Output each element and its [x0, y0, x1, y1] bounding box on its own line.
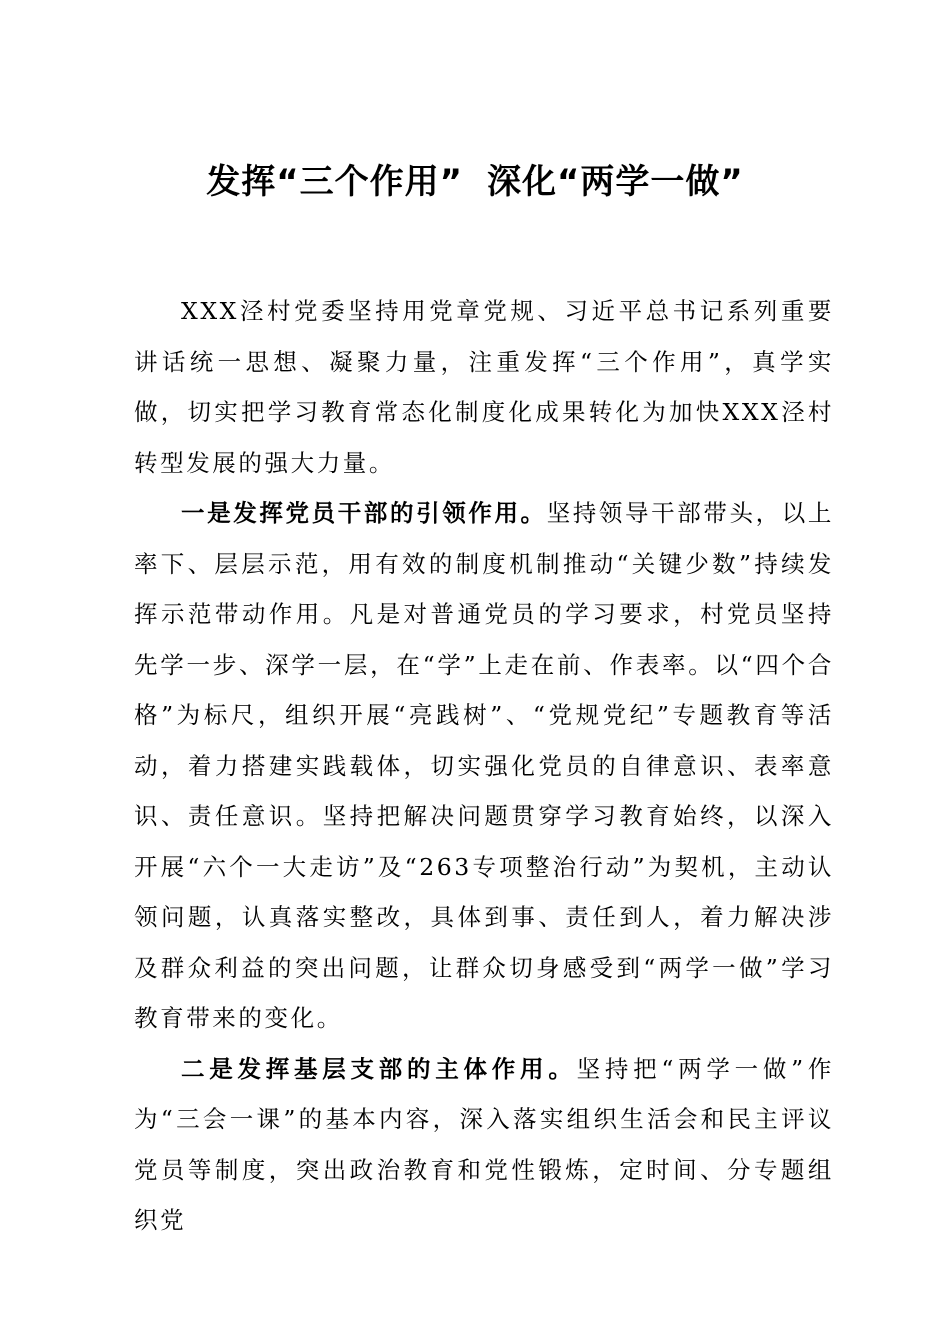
title-part-1: 发挥“三个作用” — [206, 162, 463, 202]
paragraph-point-1-heading: 一是发挥党员干部的引领作用。 — [181, 499, 547, 527]
document-body — [134, 286, 834, 1246]
paragraph-point-1-text: 坚持领导干部带头，以上率下、层层示范，用有效的制度机制推动“关键少数”持续发挥示范带动作用。凡是对普通党员的学习要求，村党员坚持先学一步、深学一层，在“学”上走在前、作表率。以“四个合格”为标尺，组织开展“亮践树”、“党规党纪”专题教育等活动，着力搭建实践载体，切实强化党员的自律意识、表率意识、责任意识。坚持把解决问题贯穿学习教育始终，以深入开展“六个一大走访”及“263专项整治行动”为契机，主动认领问题，认真落实整改，具体到事、责任到人，着力解决涉及群众利益的突出问题，让群众切身感受到“两学一做”学习教育带来的变化。 — [134, 499, 834, 1032]
paragraph-point-1 — [134, 488, 834, 1044]
title-part-2: 深化“两学一做” — [487, 162, 744, 202]
paragraph-point-2-text: 坚持把“两学一做”作为“三会一课”的基本内容，深入落实组织生活会和民主评议党员等制度，突出政治教育和党性锻炼，定时间、分专题组织党 — [134, 1054, 834, 1234]
paragraph-point-2-heading: 二是发挥基层支部的主体作用。 — [181, 1054, 577, 1083]
paragraph-intro-text: XXX泾村党委坚持用党章党规、习近平总书记系列重要讲话统一思想、凝聚力量，注重发挥“三个作用”，真学实做，切实把学习教育常态化制度化成果转化为加快XXX泾村转型发展的强大力量。 — [134, 297, 834, 477]
paragraph-intro — [134, 286, 834, 488]
paragraph-point-2 — [134, 1044, 834, 1246]
document-title — [0, 158, 950, 206]
